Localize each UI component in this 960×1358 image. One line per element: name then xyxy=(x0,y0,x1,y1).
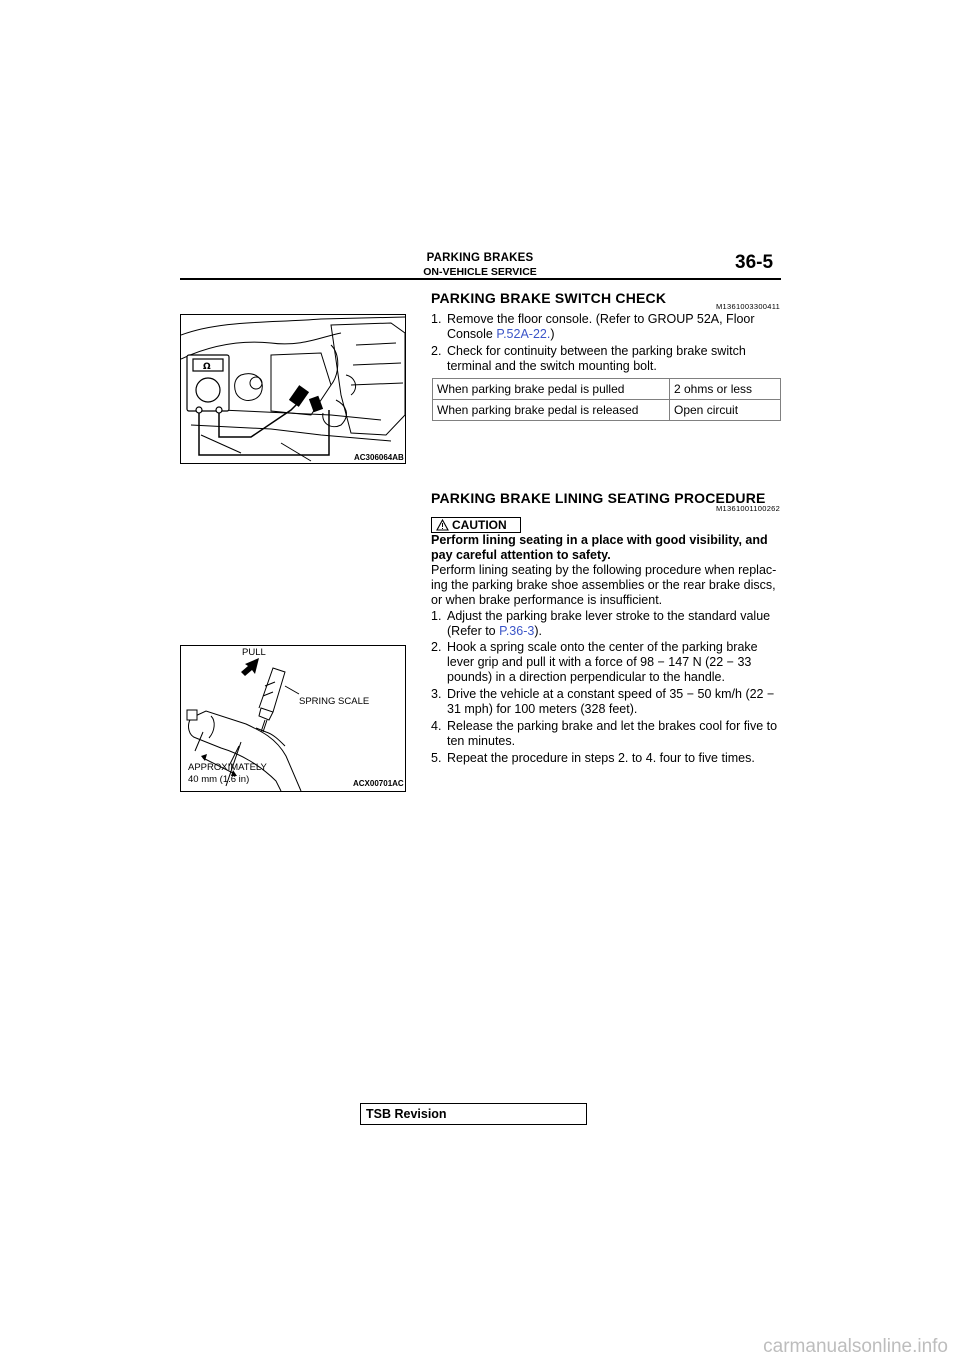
switch-check-code: M1361003300411 xyxy=(716,302,781,311)
table-row xyxy=(433,400,781,421)
watermark xyxy=(0,1336,960,1358)
step-number: 1. xyxy=(431,609,442,623)
section-header-subtitle: ON-VEHICLE SERVICE xyxy=(423,266,537,278)
step-number: 1. xyxy=(431,312,442,326)
procedure-step-4 xyxy=(431,719,781,749)
caution-text: Perform lining seating in a place with good visibility, and pay careful attention to safety. xyxy=(431,533,768,562)
continuity-table xyxy=(432,378,781,421)
procedure-step-1 xyxy=(431,609,781,639)
step-text: Hook a spring scale onto the center of the parking brake lever grip and pull it with a force of 98 − 147 N (22 − 33 pounds) in a direction perpendicular to the handle. xyxy=(447,640,758,684)
lining-seating-code: M1361001100262 xyxy=(716,504,781,513)
table-row xyxy=(433,379,781,400)
section-header-title: PARKING BRAKES xyxy=(426,252,534,264)
procedure-step-3 xyxy=(431,687,781,717)
spring-scale-figure xyxy=(180,645,406,792)
table-cell: When parking brake pedal is released xyxy=(433,400,670,421)
step-text: Drive the vehicle at a constant speed of 35 − 50 km/h (22 − 31 mph) for 100 meters (328 feet). xyxy=(447,687,775,716)
distance-label: 40 mm (1.6 in) xyxy=(188,774,250,785)
step-text: Check for continuity between the parking brake switch terminal and the switch mounting bolt. xyxy=(447,344,746,373)
pull-label: PULL xyxy=(242,647,266,658)
pull-arrow-icon xyxy=(241,658,259,676)
watermark-text: carmanualsonline.info xyxy=(763,1336,948,1357)
switch-check-figure xyxy=(180,314,406,464)
switch-step-1 xyxy=(431,312,781,342)
multimeter-illustration xyxy=(181,315,405,463)
spring-scale-label: SPRING SCALE xyxy=(299,696,370,707)
step-text-end: ) xyxy=(550,327,555,341)
header-rule xyxy=(180,278,781,280)
tsb-revision-label: TSB Revision xyxy=(366,1107,447,1121)
table-cell: Open circuit xyxy=(670,400,781,421)
step-text: Adjust the parking brake lever stroke to the standard value (Refer to xyxy=(447,609,771,638)
switch-step-2 xyxy=(431,344,781,374)
step-number: 3. xyxy=(431,687,442,701)
caution-label: CAUTION xyxy=(452,518,507,532)
page-number: 36-5 xyxy=(735,252,774,273)
step-number: 4. xyxy=(431,719,442,733)
procedure-step-2 xyxy=(431,640,781,685)
step-number: 5. xyxy=(431,751,442,765)
approximately-label: APPROXIMATELY xyxy=(188,762,267,773)
lining-seating-title: PARKING BRAKE LINING SEATING PROCEDURE xyxy=(431,490,766,506)
caution-box xyxy=(431,517,521,533)
procedure-step-5 xyxy=(431,751,781,766)
step-text: Remove the floor console. (Refer to GROUP 52A, Floor Console xyxy=(447,312,755,341)
switch-figure-code: AC306064AB xyxy=(354,453,404,462)
switch-check-title: PARKING BRAKE SWITCH CHECK xyxy=(431,290,667,306)
step-text: Repeat the procedure in steps 2. to 4. four to five times. xyxy=(447,751,755,765)
tsb-revision-box xyxy=(360,1103,587,1125)
table-cell: 2 ohms or less xyxy=(670,379,781,400)
reference-link[interactable]: P.36-3 xyxy=(499,624,535,638)
table-cell: When parking brake pedal is pulled xyxy=(433,379,670,400)
procedure-intro: Perform lining seating by the following procedure when replac-ing the parking brake shoe assemblies or the rear brake discs, or when brake performance is insufficient. xyxy=(431,563,777,607)
reference-link[interactable]: P.52A-22. xyxy=(496,327,551,341)
step-number: 2. xyxy=(431,640,442,654)
step-number: 2. xyxy=(431,344,442,358)
spring-figure-code: ACX00701AC xyxy=(353,779,404,788)
step-text: Release the parking brake and let the brakes cool for five to ten minutes. xyxy=(447,719,778,748)
step-text-end: ). xyxy=(534,624,542,638)
warning-triangle-icon xyxy=(436,519,449,531)
svg-text:Ω: Ω xyxy=(203,362,211,372)
